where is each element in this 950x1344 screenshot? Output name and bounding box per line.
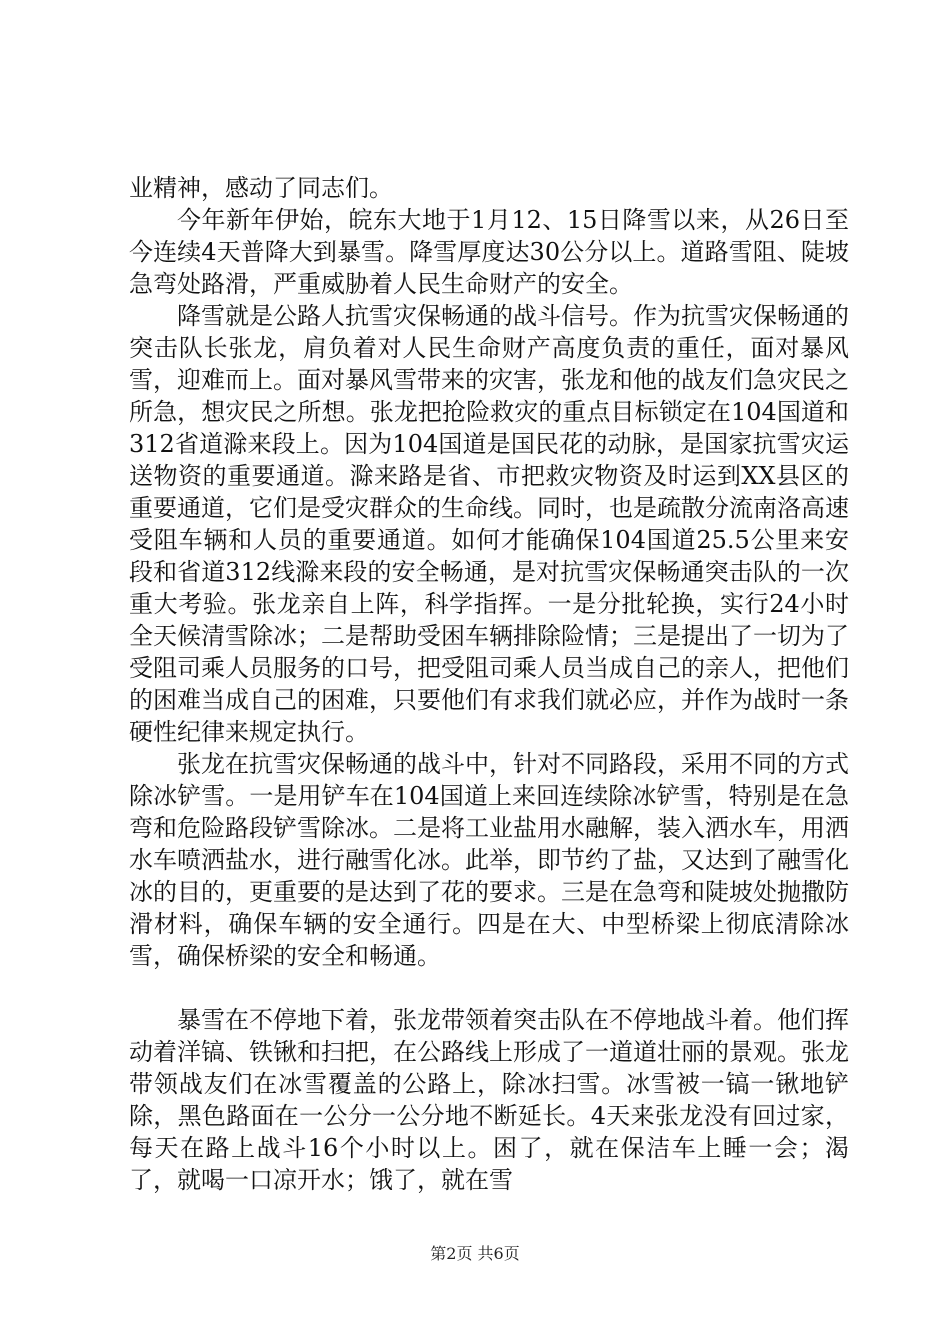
paragraph-battle-signal: 降雪就是公路人抗雪灾保畅通的战斗信号。作为抗雪灾保畅通的突击队长张龙，肩负着对人民生命财产高度负责的重任，面对暴风雪，迎难而上。面对暴风雪带来的灾害，张龙和他的战友们急灾民之所急，想灾民之所想。张龙把抢险救灾的重点目标锁定在104国道和312省道滁来段上。因为104国道是国民花的动脉，是国家抗雪灾运送物资的重要通道。滁来路是省、市把救灾物资及时运到XX县区的重要通道，它们是受灾群众的生命线。同时，也是疏散分流南洛高速受阻车辆和人员的重要通道。如何才能确保104国道25.5公里来安段和省道312线滁来段的安全畅通，是对抗雪灾保畅通突击队的一次重大考验。张龙亲自上阵，科学指挥。一是分批轮换，实行24小时全天候清雪除冰；二是帮助受困车辆排除险情；三是提出了一切为了受阻司乘人员服务的口号，把受阻司乘人员当成自己的亲人，把他们的困难当成自己的困难，只要他们有求我们就必应，并作为战时一条硬性纪律来规定执行。: [129, 302, 849, 746]
paragraph-continuation: 业精神，感动了同志们。: [129, 174, 393, 202]
paragraph-heavy-snow-fight: 暴雪在不停地下着，张龙带领着突击队在不停地战斗着。他们挥动着洋镐、铁锹和扫把，在公路线上形成了一道道壮丽的景观。张龙带领战友们在冰雪覆盖的公路上，除冰扫雪。冰雪被一镐一锹地铲除，黑色路面在一公分一公分地不断延长。4天来张龙没有回过家，每天在路上战斗16个小时以上。困了，就在保洁车上睡一会；渴了，就喝一口凉开水；饿了，就在雪: [129, 1006, 849, 1194]
page-footer: 第2页 共6页: [430, 1244, 520, 1263]
paragraph-ice-removal-methods: 张龙在抗雪灾保畅通的战斗中，针对不同路段，采用不同的方式除冰铲雪。一是用铲车在104国道上来回连续除冰铲雪，特别是在急弯和危险路段铲雪除冰。二是将工业盐用水融解，装入洒水车，用洒水车喷洒盐水，进行融雪化冰。此举，即节约了盐，又达到了融雪化冰的目的，更重要的是达到了花的要求。三是在急弯和陡坡处抛撒防滑材料，确保车辆的安全通行。四是在大、中型桥梁上彻底清除冰雪，确保桥梁的安全和畅通。: [129, 750, 849, 970]
paragraph-snowfall: 今年新年伊始，皖东大地于1月12、15日降雪以来，从26日至今连续4天普降大到暴雪。降雪厚度达30公分以上。道路雪阻、陡坡急弯处路滑，严重威胁着人民生命财产的安全。: [129, 206, 849, 298]
document-body: [129, 172, 849, 1196]
